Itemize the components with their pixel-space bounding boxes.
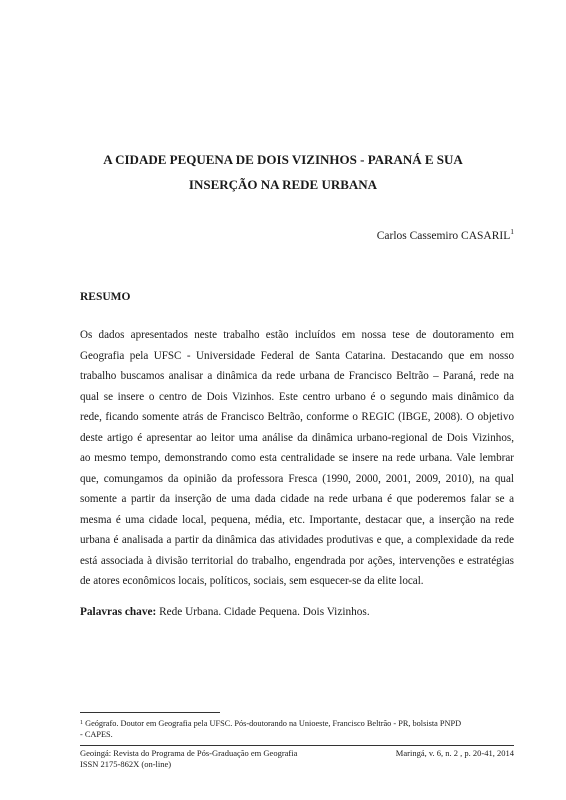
resumo-heading: RESUMO bbox=[80, 291, 131, 303]
author-name: Carlos Cassemiro CASARIL bbox=[376, 230, 511, 242]
footnote-divider bbox=[80, 712, 220, 713]
abstract-line: deste artigo é apresentar ao leitor uma análise da dinâmica urbano-regional de Dois Vizinhos, bbox=[80, 431, 514, 444]
title-line-2: INSERÇÃO NA REDE URBANA bbox=[188, 177, 378, 192]
abstract-line: ao mesmo tempo, demonstrando como esta centralidade se insere na rede urbana. Vale lembrar bbox=[80, 452, 514, 464]
abstract-line: Geografia pela UFSC - Universidade Federal de Santa Catarina. Destacando que em nosso bbox=[80, 349, 514, 362]
abstract-line: de atores econômicos locais, políticos, sociais, sem esquecer-se da elite local. bbox=[80, 575, 424, 587]
footnote-text: Geógrafo. Doutor em Geografia pela UFSC. Pós-doutorando na Unioeste, Francisco Beltrão - PR, bolsista PNPD bbox=[83, 719, 462, 728]
author-line bbox=[376, 227, 514, 242]
abstract-line: trabalho buscamos analisar a dinâmica da rede urbana de Francisco Beltrão – Paraná, rede na bbox=[80, 370, 514, 382]
footer-issn: ISSN 2175-862X (on-line) bbox=[80, 759, 172, 769]
footer-journal: Geoingá: Revista do Programa de Pós-Graduação em Geografia bbox=[80, 748, 298, 758]
footnote-marker: 1 bbox=[80, 720, 83, 726]
title-line-1: A CIDADE PEQUENA DE DOIS VIZINHOS - PARANÁ E SUA bbox=[103, 152, 463, 167]
keywords-label: Palavras chave: bbox=[80, 606, 157, 618]
abstract-line: Os dados apresentados neste trabalho estão incluídos em nossa tese de doutoramento em bbox=[80, 329, 514, 341]
abstract-line: urbana é analisada a partir da dinâmica das atividades produtivas e que, a complexidade da rede bbox=[80, 534, 514, 546]
abstract-line: está associada à divisão territorial do trabalho, engendrada por ações, intervenções e estratégias bbox=[80, 554, 514, 567]
abstract-body bbox=[80, 325, 514, 592]
keywords-text: Rede Urbana. Cidade Pequena. Dois Vizinhos. bbox=[156, 606, 370, 618]
footer-citation: Maringá, v. 6, n. 2 , p. 20-41, 2014 bbox=[395, 748, 514, 758]
abstract-line: que, comungamos da opinião da professora Fresca (1990, 2000, 2001, 2009, 2010), na qual bbox=[80, 472, 514, 485]
abstract-line: mesma é uma cidade local, pequena, média, etc. Importante, destacar que, a inserção na rede bbox=[80, 513, 514, 526]
footnote-text-continued: - CAPES. bbox=[80, 730, 113, 739]
abstract-line: somente a partir da inserção de uma dada cidade na rede urbana é que poderemos falar se a bbox=[80, 493, 514, 505]
footer-journal-block bbox=[80, 748, 297, 770]
abstract-line: rede, ficando somente atrás de Francisco Beltrão, conforme o REGIC (IBGE, 2008). O objetivo bbox=[80, 411, 514, 423]
keywords bbox=[80, 606, 370, 618]
article-title bbox=[60, 147, 506, 197]
abstract-line: qual se insere o centro de Dois Vizinhos. Este centro urbano é o segundo mais dinâmico da bbox=[80, 390, 514, 403]
footnote bbox=[80, 718, 520, 740]
author-footnote-marker: 1 bbox=[510, 227, 514, 236]
footer-divider bbox=[80, 745, 514, 746]
